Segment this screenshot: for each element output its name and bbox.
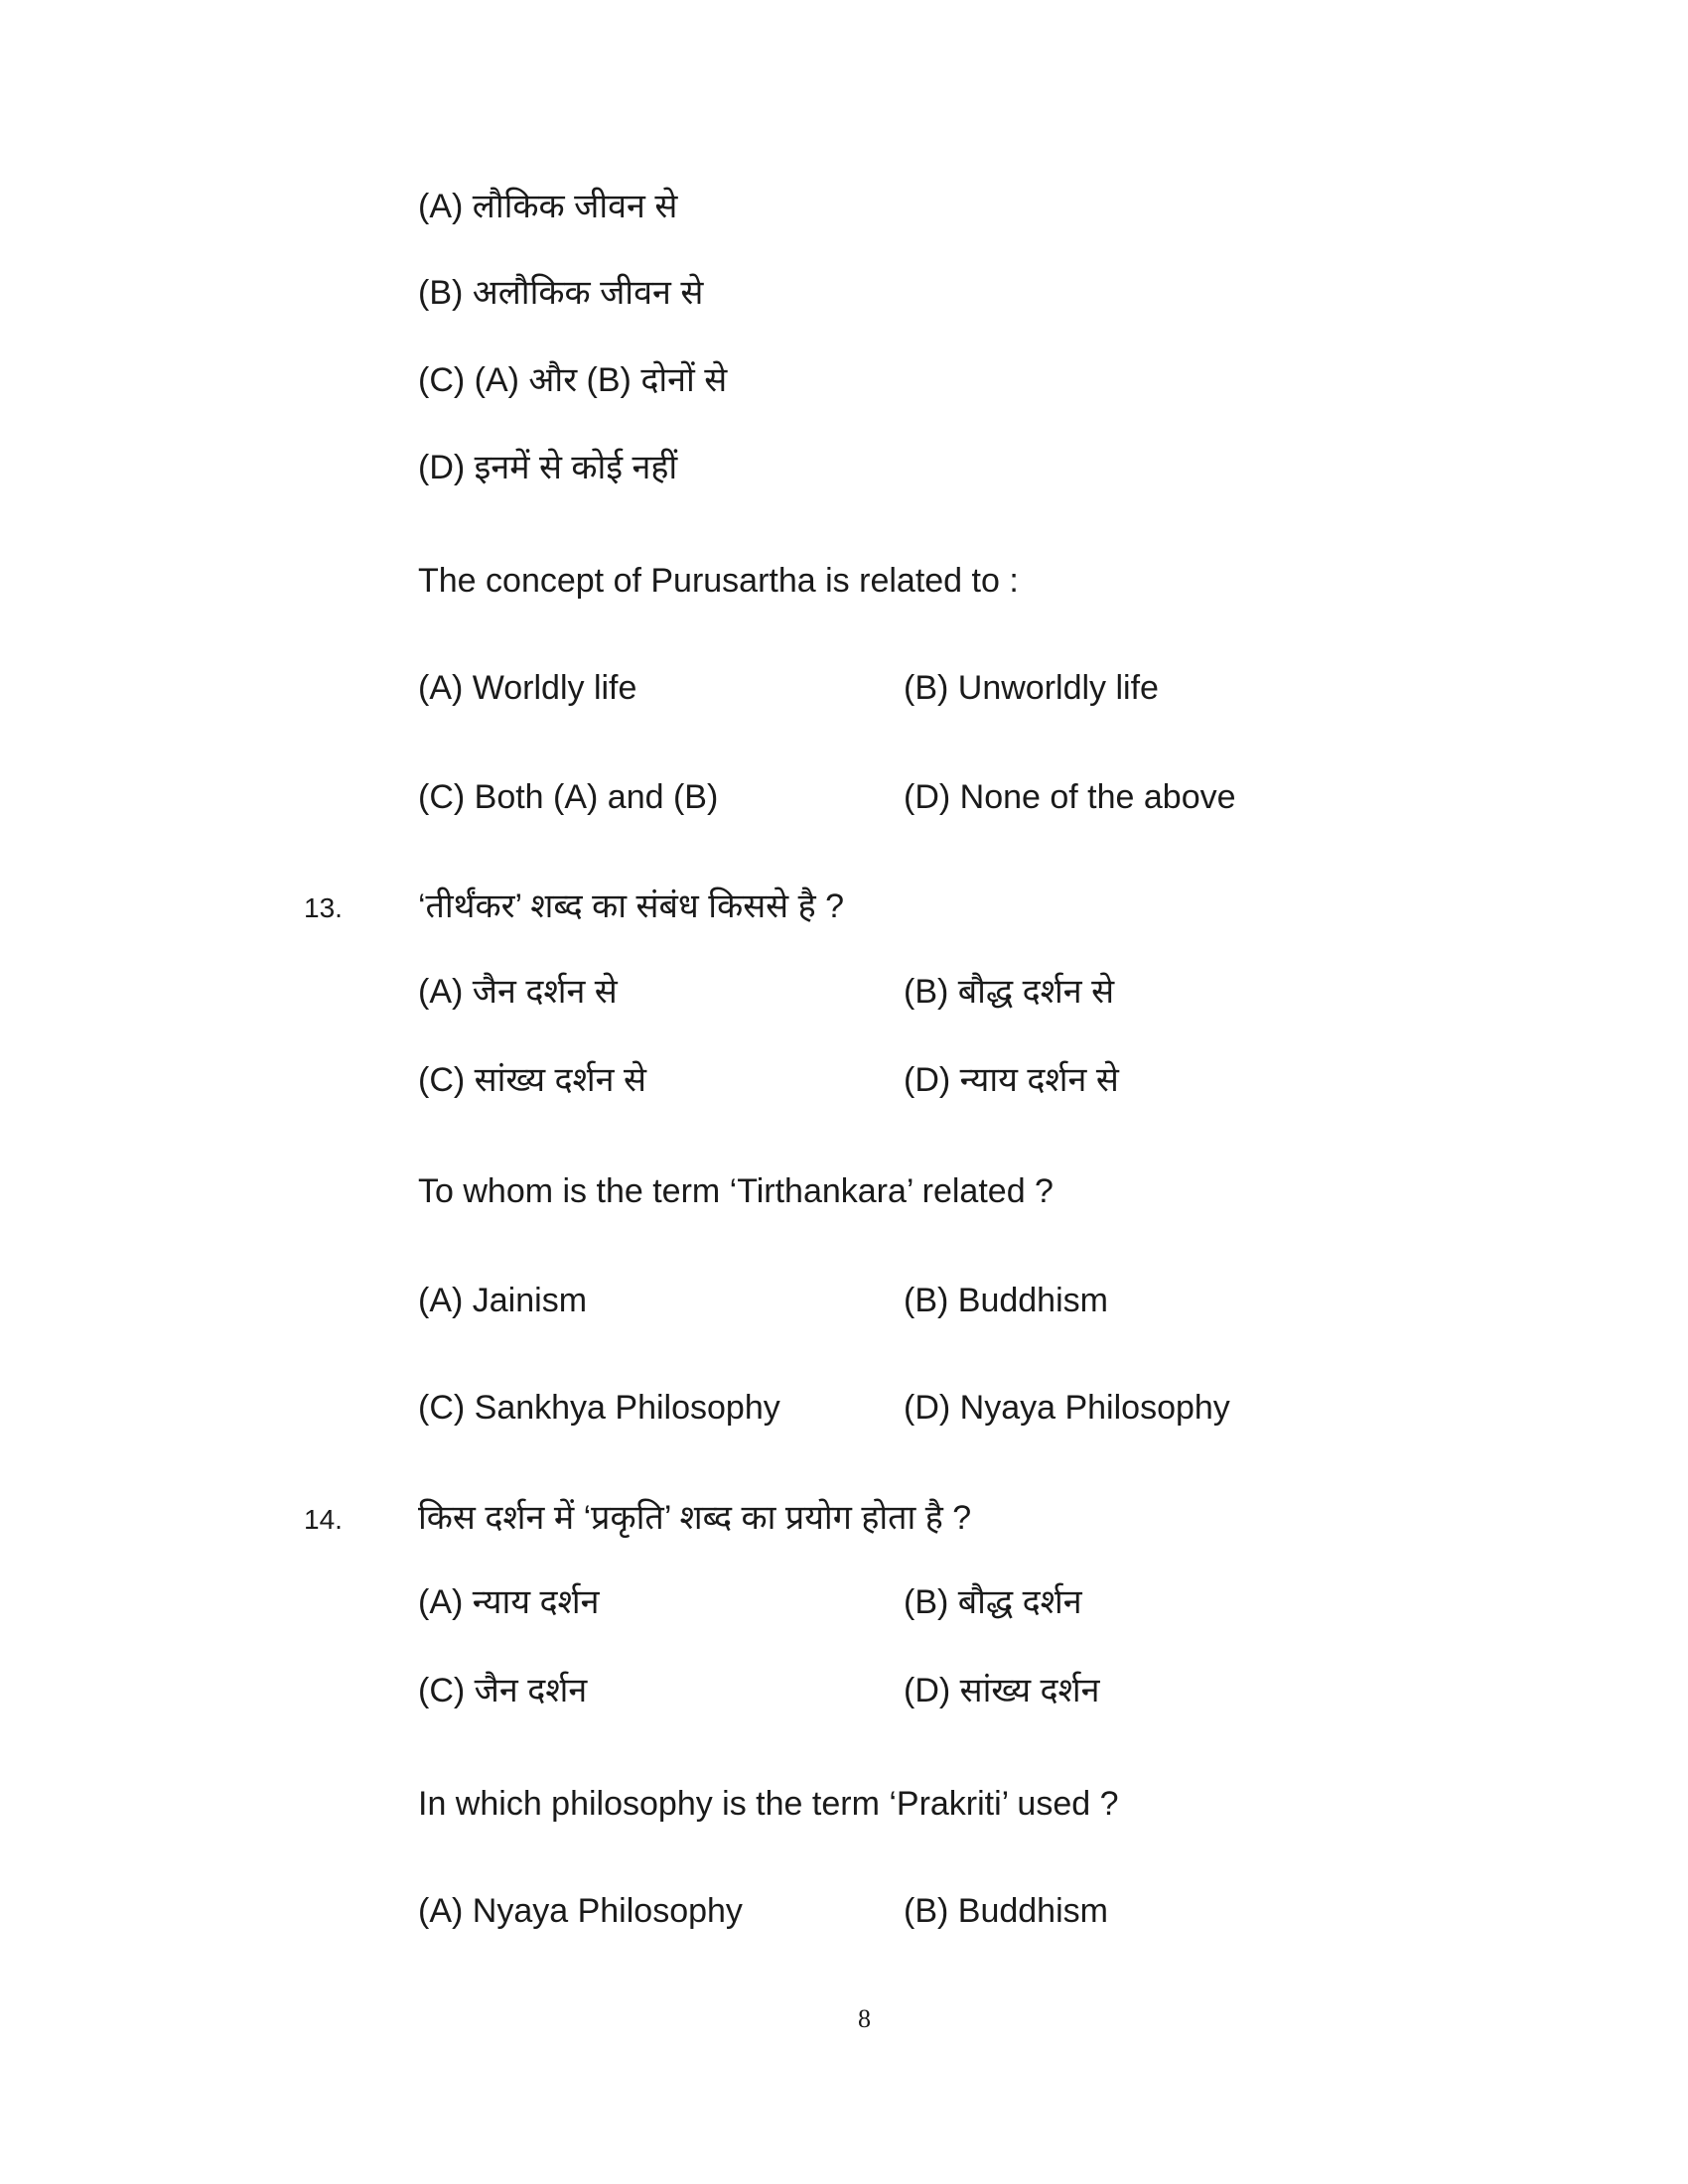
option-a-hindi: (A) न्याय दर्शन <box>418 1583 600 1621</box>
question-number: 14. <box>304 1504 343 1535</box>
option-a-hindi: (A) जैन दर्शन से <box>418 973 618 1011</box>
question-hindi: ‘तीर्थंकर’ शब्द का संबंध किससे है ? <box>418 887 845 925</box>
option-a-english: (A) Jainism <box>418 1282 588 1319</box>
option-a-english: (A) Nyaya Philosophy <box>418 1892 743 1930</box>
question-english: In which philosophy is the term ‘Prakriti’ used ? <box>418 1785 1119 1823</box>
option-b-hindi: (B) बौद्ध दर्शन <box>904 1583 1082 1621</box>
option-c-english: (C) Sankhya Philosophy <box>418 1389 780 1427</box>
question-english: To whom is the term ‘Tirthankara’ related ? <box>418 1172 1054 1210</box>
question-english: The concept of Purusartha is related to : <box>418 562 1019 600</box>
option-a-hindi: (A) लौकिक जीवन से <box>418 188 678 225</box>
option-d-english: (D) None of the above <box>904 778 1236 816</box>
page-number: 8 <box>858 2004 871 2033</box>
option-c-hindi: (C) जैन दर्शन <box>418 1672 588 1709</box>
option-b-hindi: (B) अलौकिक जीवन से <box>418 274 704 312</box>
option-c-hindi: (C) सांख्य दर्शन से <box>418 1061 646 1099</box>
option-b-english: (B) Buddhism <box>904 1892 1108 1930</box>
option-c-english: (C) Both (A) and (B) <box>418 778 719 816</box>
option-d-english: (D) Nyaya Philosophy <box>904 1389 1230 1427</box>
option-b-english: (B) Buddhism <box>904 1282 1108 1319</box>
option-c-hindi: (C) (A) और (B) दोनों से <box>418 361 728 399</box>
option-d-hindi: (D) सांख्य दर्शन <box>904 1672 1100 1709</box>
option-b-english: (B) Unworldly life <box>904 669 1159 707</box>
question-number: 13. <box>304 892 343 923</box>
question-hindi: किस दर्शन में ‘प्रकृति’ शब्द का प्रयोग होता है ? <box>418 1499 972 1537</box>
option-b-hindi: (B) बौद्ध दर्शन से <box>904 973 1115 1011</box>
option-a-english: (A) Worldly life <box>418 669 637 707</box>
option-d-hindi: (D) न्याय दर्शन से <box>904 1061 1119 1099</box>
option-d-hindi: (D) इनमें से कोई नहीं <box>418 449 678 486</box>
